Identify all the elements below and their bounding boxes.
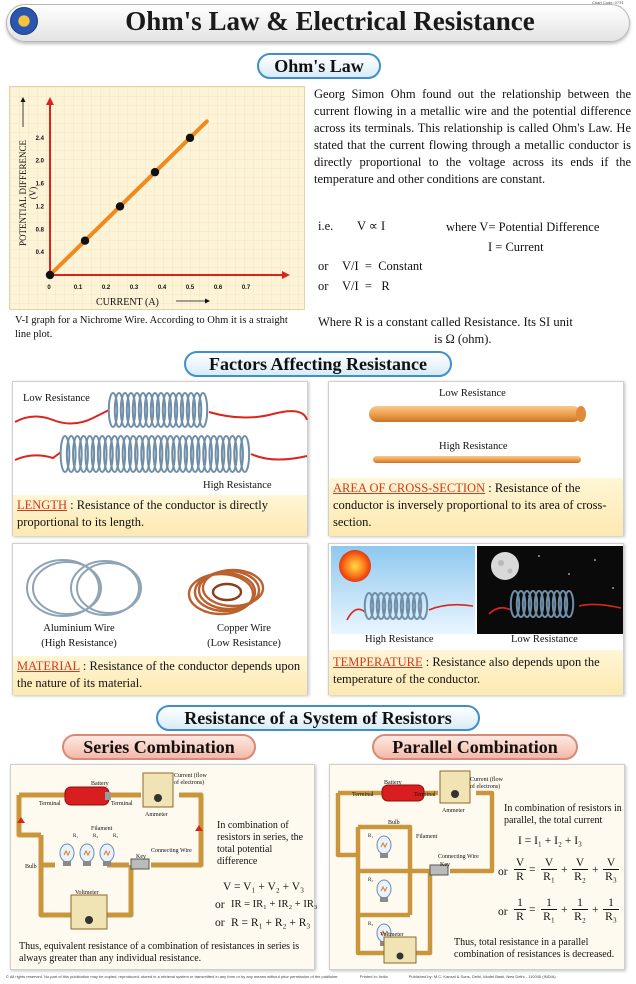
length-text: : Resistance of the conductor is directly proportional to its length. (17, 498, 268, 529)
parallel-eq-1: I = I₁ + I₂ + I₃ (518, 835, 583, 847)
or-1: or (318, 259, 329, 273)
vi-graph-panel (9, 86, 305, 310)
parallel-r1: R₁ (368, 834, 374, 839)
x-tick-label: 0.3 (129, 285, 139, 291)
series-conclusion: Thus, equivalent resistance of a combination of resistances in series is always greater than any individual resistance. (19, 941, 300, 964)
thin-rod (373, 456, 581, 463)
temperature-keyword: TEMPERATURE (333, 655, 423, 669)
parallel-r2: R₂ (368, 878, 374, 883)
temp-low-label: Low Resistance (511, 634, 578, 645)
copper-resistance: (Low Resistance) (207, 638, 281, 649)
v-over-i-r: V/I = R (342, 279, 390, 293)
x-tick-label: 0.7 (241, 285, 251, 291)
parallel-ammeter-icon (440, 771, 470, 803)
series-battery-label: Battery (91, 781, 109, 787)
sun-icon (339, 550, 371, 582)
series-r3: R₃ (113, 834, 119, 839)
parallel-connecting-wire: Connecting Wire (438, 854, 479, 860)
parallel-eq-2: V R = V R₁ + V R₂ + V R₃ (514, 857, 624, 889)
copper-label: Copper Wire (217, 623, 271, 634)
y-tick-label: 0.4 (35, 250, 44, 257)
length-description (13, 495, 307, 536)
where-v-text: where V= Potential Difference (446, 220, 600, 234)
length-low-label: Low Resistance (23, 393, 90, 404)
eq2-t2-numerator: V (572, 857, 588, 870)
footer-publisher: Published by: M.C. Kansal & Sons, Delhi, Model Basti, New Delhi - 110005 (INDIA) (408, 974, 556, 979)
v-over-i-constant: V/I = Constant (342, 259, 423, 273)
x-tick-label: 0.6 (213, 285, 223, 291)
series-eq-2: IR = IR₁ + IR₂ + IR₃ (231, 899, 318, 910)
series-r2: R₂ (93, 834, 99, 839)
length-keyword: LENGTH (17, 498, 67, 512)
length-panel (12, 381, 308, 536)
parallel-current-label: Current (flow of electrons) (470, 777, 503, 790)
parallel-panel (329, 764, 625, 970)
where-i-text: I = Current (488, 240, 544, 254)
proportionality-eq: V ∝ I (357, 219, 386, 233)
chart-code: Chart Code: 0731 (592, 0, 624, 5)
thick-rod (369, 406, 581, 422)
series-heading: Series Combination (62, 734, 256, 760)
vi-data-point (151, 168, 159, 176)
system-heading: Resistance of a System of Resistors (156, 705, 480, 731)
eq3-lhs-numerator: 1 (514, 897, 526, 910)
eq2-t1-denominator: R₁ (543, 871, 555, 883)
series-r1: R₁ (73, 834, 79, 839)
graph-caption: V-I graph for a Nichrome Wire. According to Ohm it is a straight line plot. (15, 315, 288, 340)
series-or-1: or (215, 899, 225, 911)
footer-print: Printed in: India (359, 974, 388, 979)
y-tick-label: 1.2 (35, 204, 44, 211)
graph-ylabel: POTENTIAL DIFFERENCE (V) (18, 140, 38, 246)
area-low-label: Low Resistance (439, 388, 506, 399)
eq3-t1-denominator: R₁ (543, 911, 555, 923)
material-keyword: MATERIAL (17, 659, 80, 673)
x-tick-label: 0.5 (185, 285, 195, 291)
eq3-t3-denominator: R₃ (605, 911, 617, 923)
series-ammeter-label: Ammeter (145, 812, 168, 818)
parallel-filament-label: Filament (416, 834, 438, 840)
series-panel (10, 764, 318, 970)
parallel-terminal-1: Terminal (352, 792, 374, 798)
parallel-bulb-label: Bulb (388, 820, 400, 826)
footer-copyright: © All rights reserved. No part of this publication may be copied, reproduced, stored in a retrieval system or transmitted in any form or by any means without prior permission of the publisher. (6, 974, 339, 979)
aluminium-coil (27, 560, 141, 616)
parallel-battery-label: Battery (384, 780, 402, 786)
eq3-t3-numerator: 1 (603, 897, 619, 910)
short-coil-loop (199, 393, 207, 427)
eq2-t3-denominator: R₃ (605, 871, 617, 883)
series-current-label: Current (flow of electrons) (174, 773, 207, 786)
eq3-lhs-denominator: R (516, 911, 524, 923)
area-panel (328, 381, 624, 536)
y-tick-label: 2.4 (35, 135, 44, 142)
series-filament-label: Filament (91, 826, 113, 832)
eq3-t2-numerator: 1 (572, 897, 588, 910)
length-high-label: High Resistance (203, 480, 272, 491)
long-coil-loop (240, 436, 249, 472)
eq2-t2-denominator: R₂ (574, 871, 586, 883)
temperature-description (329, 650, 623, 695)
vi-graph (10, 87, 306, 311)
eq2-t3-numerator: V (603, 857, 619, 870)
ie-label: i.e. (318, 219, 334, 233)
parallel-eq-3: 1 R = 1 R₁ + 1 R₂ + 1 R₃ (514, 897, 624, 929)
parallel-key-label: Key (440, 862, 450, 868)
eq3-t1-numerator: 1 (541, 897, 557, 910)
eq2-lhs-denominator: R (516, 871, 524, 883)
copper-coil (189, 570, 263, 614)
series-eq-1: V = V₁ + V₂ + V₃ (223, 881, 305, 893)
vi-data-point (81, 237, 89, 245)
temperature-panel (328, 543, 624, 695)
eq2-t1-numerator: V (541, 857, 557, 870)
x-tick-label: 0 (47, 285, 51, 291)
page-title: Ohm's Law & Electrical Resistance (125, 6, 535, 36)
parallel-r3: R₃ (368, 922, 374, 927)
temperature-illustration (329, 544, 625, 648)
material-panel (12, 543, 308, 695)
series-terminal-2: Terminal (111, 801, 133, 807)
graph-xlabel: CURRENT (A) (96, 297, 159, 308)
parallel-or-2: or (498, 906, 508, 918)
aluminium-label: Aluminium Wire (43, 623, 115, 634)
series-eq-3: R = R₁ + R₂ + R₃ (231, 917, 311, 929)
y-tick-label: 2.0 (35, 158, 44, 165)
series-voltmeter-label: Voltmeter (75, 890, 99, 896)
material-text: : Resistance of the conductor depends upon the nature of its material. (17, 659, 301, 690)
resistance-definition: Where R is a constant called Resistance. Its SI unit (318, 315, 573, 329)
series-key-label: Key (136, 854, 146, 860)
vi-data-point (116, 202, 124, 210)
temp-high-label: High Resistance (365, 634, 434, 645)
area-keyword: AREA OF CROSS-SECTION (333, 481, 486, 495)
series-connecting-wire: Connecting Wire (151, 848, 192, 854)
temperature-text: : Resistance also depends upon the temperature of the conductor. (333, 655, 600, 686)
parallel-voltmeter-label: Voltmeter (380, 932, 404, 938)
ohms-law-paragraph: Georg Simon Ohm found out the relationship between the current flowing in a metallic wire and the potential difference across its terminals. This relationship is called Ohm's Law. He stated that the current flowing through a metallic conductor is directly proportional to the voltage across its ends if the temperature and other conditions are constant. (314, 87, 631, 186)
vi-data-point (46, 271, 54, 279)
or-2: or (318, 279, 329, 293)
parallel-text: In combination of resistors in parallel, the total current (504, 803, 622, 826)
vi-data-point (186, 134, 194, 142)
y-tick-label: 0.8 (35, 227, 44, 234)
moon-icon (491, 552, 519, 580)
x-tick-label: 0.1 (73, 285, 83, 291)
parallel-conclusion: Thus, total resistance in a parallel combination of resistances is decreased. (454, 937, 615, 960)
factors-heading: Factors Affecting Resistance (184, 351, 452, 377)
series-text: In combination of resistors in series, the total potential difference (217, 820, 304, 867)
eq3-t2-denominator: R₂ (574, 911, 586, 923)
y-tick-label: 1.6 (35, 181, 44, 188)
eq2-lhs-numerator: V (515, 857, 525, 869)
area-description (329, 478, 623, 536)
si-unit-text: is Ω (ohm). (434, 332, 492, 346)
parallel-heading: Parallel Combination (372, 734, 578, 760)
parallel-or-1: or (498, 866, 508, 878)
x-tick-label: 0.4 (157, 285, 167, 291)
series-or-2: or (215, 917, 225, 929)
graph-grid (10, 87, 306, 311)
series-terminal-1: Terminal (39, 801, 61, 807)
publisher-logo-icon (10, 7, 38, 35)
series-bulb-label: Bulb (25, 864, 37, 870)
footer (6, 974, 630, 979)
wire-coils-illustration (13, 548, 309, 628)
area-text: : Resistance of the conductor is inversely proportional to its area of cross-section. (333, 481, 607, 529)
parallel-terminal-2: Terminal (414, 792, 436, 798)
parallel-ammeter-label: Ammeter (442, 808, 465, 814)
aluminium-resistance: (High Resistance) (41, 638, 117, 649)
area-high-label: High Resistance (439, 441, 508, 452)
material-description (13, 656, 307, 695)
ohms-law-heading: Ohm's Law (257, 53, 381, 79)
x-tick-label: 0.2 (101, 285, 111, 291)
